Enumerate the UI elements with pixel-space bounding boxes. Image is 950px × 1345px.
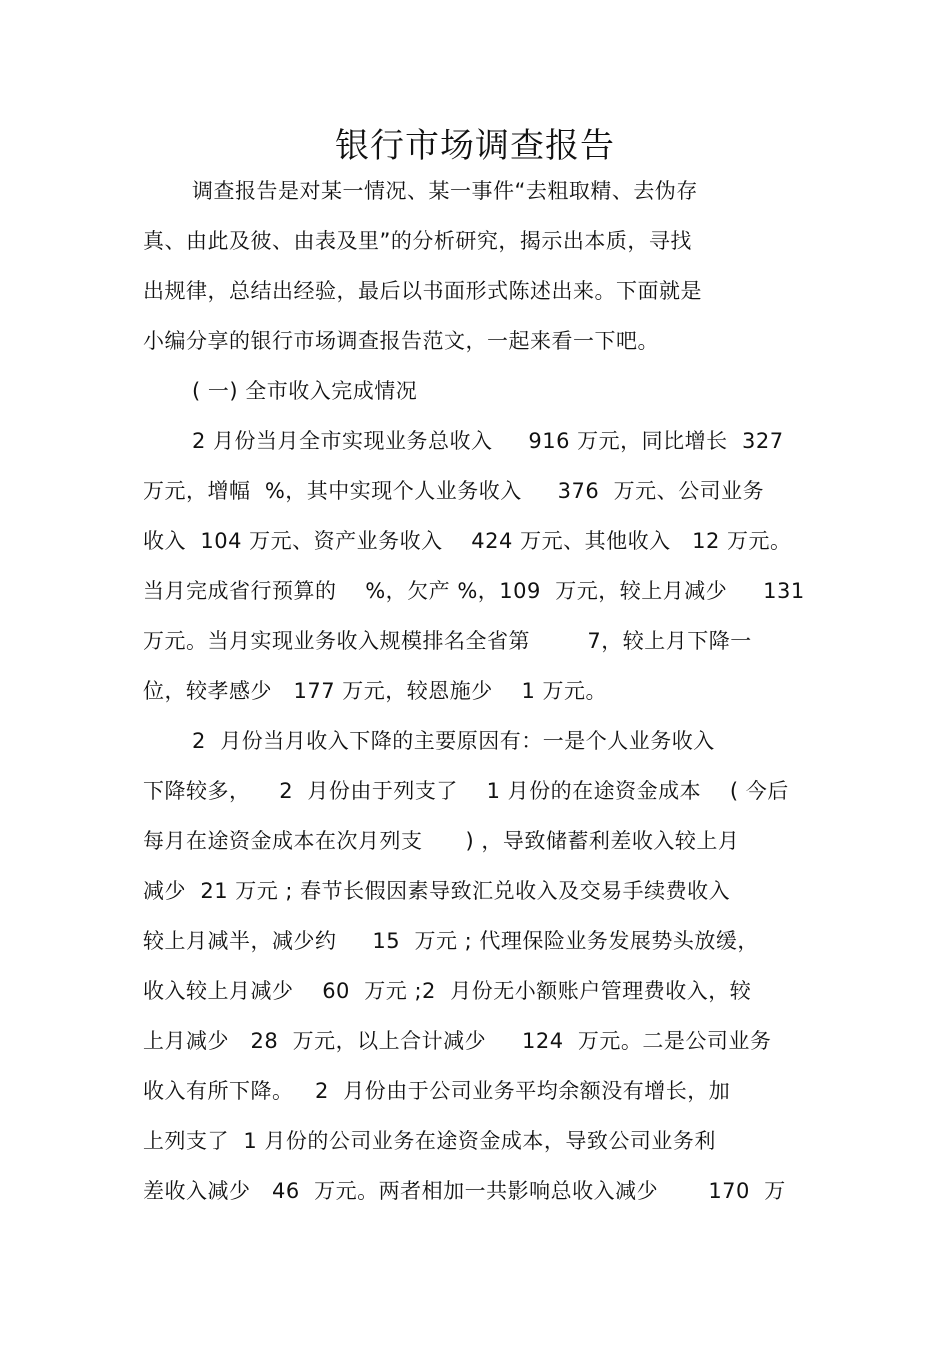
paragraph-line: 调查报告是对某一情况、某一事件“去粗取精、去伪存 [192,179,698,203]
paragraph-line: 上月减少 28 万元，以上合计减少 124 万元。二是公司业务 [143,1029,772,1053]
paragraph-line: 万元，增幅 %，其中实现个人业务收入 376 万元、公司业务 [143,479,765,503]
paragraph-line: 真、由此及彼、由表及里”的分析研究，揭示出本质，寻找 [143,229,692,253]
paragraph-line: 万元。当月实现业务收入规模排名全省第 7，较上月下降一 [143,629,752,653]
paragraph-line: 收入 104 万元、资产业务收入 424 万元、其他收入 12 万元。 [143,529,792,553]
paragraph-line: 小编分享的银行市场调查报告范文，一起来看一下吧。 [143,329,659,353]
paragraph-line: 较上月减半，减少约 15 万元 ; 代理保险业务发展势头放缓， [143,929,759,953]
paragraph-line: 每月在途资金成本在次月列支 ) ，导致储蓄利差收入较上月 [143,829,740,853]
paragraph-line: 2 月份当月全市实现业务总收入 916 万元，同比增长 327 [192,429,784,453]
paragraph-line: 下降较多， 2 月份由于列支了 1 月份的在途资金成本 ( 今后 [143,779,789,803]
paragraph-line: 位，较孝感少 177 万元，较恩施少 1 万元。 [143,679,608,703]
paragraph-line: 上列支了 1 月份的公司业务在途资金成本，导致公司业务利 [143,1129,716,1153]
paragraph-line: 2 月份当月收入下降的主要原因有：一是个人业务收入 [192,729,715,753]
paragraph-line: 收入较上月减少 60 万元 ;2 月份无小额账户管理费收入，较 [143,979,752,1003]
paragraph-line: 减少 21 万元 ; 春节长假因素导致汇兑收入及交易手续费收入 [143,879,731,903]
paragraph-line: 当月完成省行预算的 %，欠产 %，109 万元，较上月减少 131 [143,579,805,603]
paragraph-line: 收入有所下降。 2 月份由于公司业务平均余额没有增长，加 [143,1079,731,1103]
document-title: 银行市场调查报告 [335,126,615,166]
paragraph-line: 出规律，总结出经验，最后以书面形式陈述出来。下面就是 [143,279,702,303]
section-heading: ( 一) 全市收入完成情况 [192,379,418,403]
paragraph-line: 差收入减少 46 万元。两者相加一共影响总收入减少 170 万 [143,1179,786,1203]
